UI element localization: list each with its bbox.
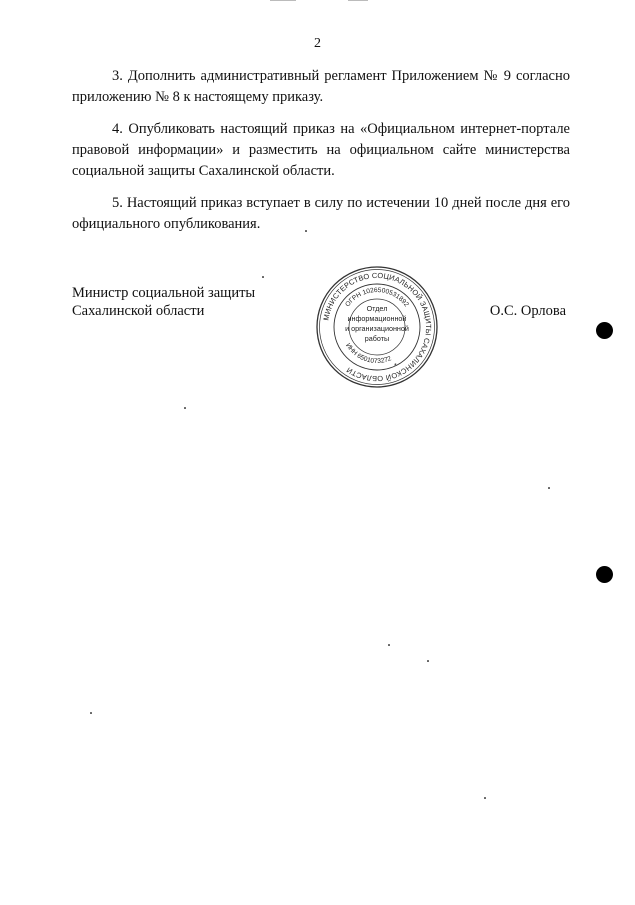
- scan-speck: [90, 712, 92, 714]
- signature-block: [72, 264, 570, 394]
- binder-hole: [596, 322, 613, 339]
- scan-speck: [305, 230, 307, 232]
- seal-inn-text: ИНН 6501073272: [344, 342, 393, 366]
- scan-speck: [484, 797, 486, 799]
- scan-speck: [427, 660, 429, 662]
- scan-speck: [548, 487, 550, 489]
- seal-center-line-3: и организационной: [345, 324, 409, 333]
- seal-center-line-4: работы: [364, 334, 390, 343]
- scan-speck: [388, 644, 390, 646]
- binder-hole: [596, 566, 613, 583]
- page-number: 2: [314, 36, 321, 51]
- scan-speck: [262, 276, 264, 278]
- seal-center-line-2: информационной: [347, 314, 407, 323]
- signatory-position-line-1: Министр социальной защиты: [72, 285, 256, 301]
- paragraph-3: 3. Дополнить административный регламент Приложением № 9 согласно приложению № 8 к настоящему приказу.: [72, 68, 570, 105]
- seal-center-line-1: Отдел: [366, 304, 388, 313]
- signatory-position: [72, 284, 255, 320]
- seal-star: *: [394, 363, 397, 370]
- scan-speck: [184, 407, 186, 409]
- document-body: [72, 66, 570, 246]
- signatory-name: О.С. Орлова: [489, 303, 566, 319]
- scan-edge-mark: [348, 0, 368, 1]
- signatory-position-line-2: Сахалинской области: [72, 303, 205, 319]
- seal-outer-text: МИНИСТЕРСТВО СОЦИАЛЬНОЙ ЗАЩИТЫ САХАЛИНСКОЙ ОБЛАСТИ: [321, 270, 434, 384]
- paragraph-4: 4. Опубликовать настоящий приказ на «Официальном интернет-портале правовой информации» и разместить на официальном сайте министерства социальной защиты Сахалинской области.: [72, 121, 570, 179]
- scan-edge-mark: [270, 0, 296, 1]
- official-seal-stamp: [314, 264, 440, 390]
- seal-ogrn-text: ОГРН 1026500531892: [344, 286, 410, 309]
- paragraph-5: 5. Настоящий приказ вступает в силу по истечении 10 дней после дня его официального опубликования.: [72, 195, 570, 232]
